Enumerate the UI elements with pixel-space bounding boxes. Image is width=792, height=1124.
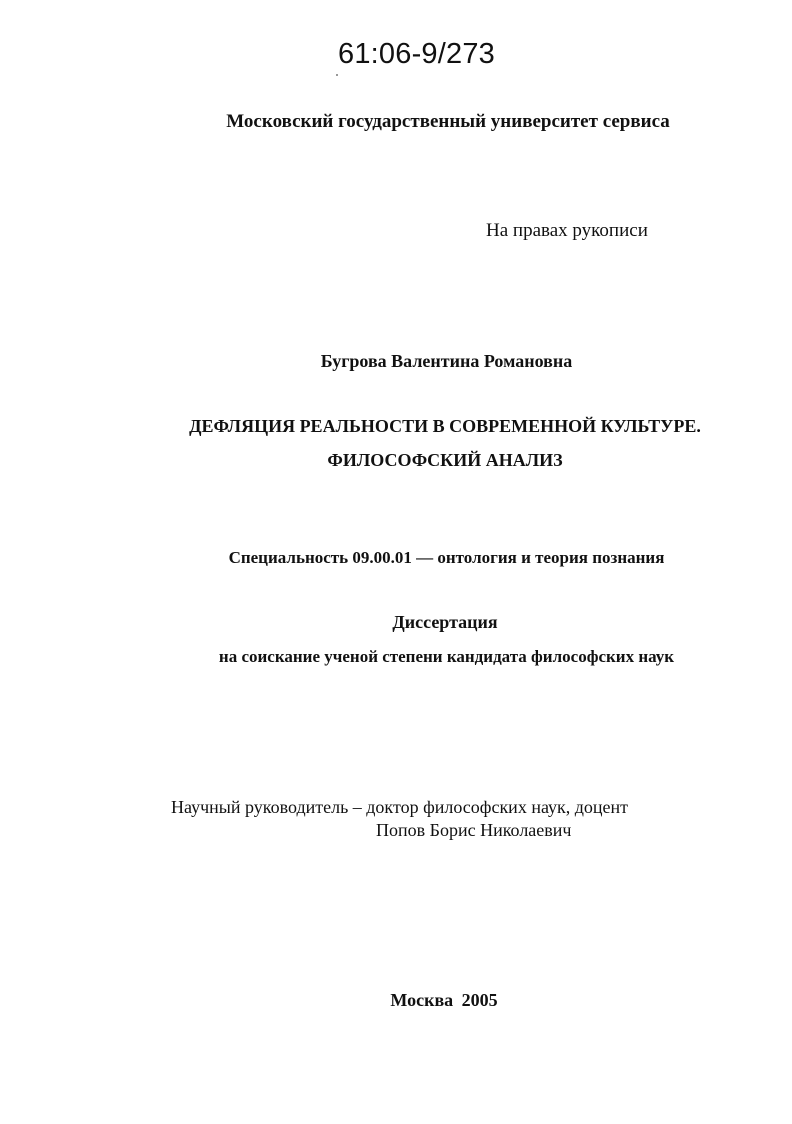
supervisor-role: Научный руководитель – доктор философских наук, доцент (171, 797, 629, 817)
dissertation-title-line-1: ДЕФЛЯЦИЯ РЕАЛЬНОСТИ В СОВРЕМЕННОЙ КУЛЬТУРЕ. (189, 416, 701, 436)
degree-line: на соискание ученой степени кандидата философских наук (218, 647, 675, 666)
archive-code: 61:06-9/273 (338, 38, 495, 70)
supervisor-name: Попов Борис Николаевич (376, 820, 572, 840)
dissertation-label: Диссертация (392, 612, 498, 632)
university-name: Московский государственный университет сервиса (226, 111, 670, 132)
specialty: Специальность 09.00.01 — онтология и теория познания (228, 548, 665, 567)
manuscript-note: На правах рукописи (486, 220, 648, 241)
city-year: Москва 2005 (390, 990, 498, 1010)
scan-speck (336, 74, 338, 76)
dissertation-title-line-2: ФИЛОСОФСКИЙ АНАЛИЗ (327, 450, 563, 470)
author-name: Бугрова Валентина Романовна (320, 351, 573, 371)
